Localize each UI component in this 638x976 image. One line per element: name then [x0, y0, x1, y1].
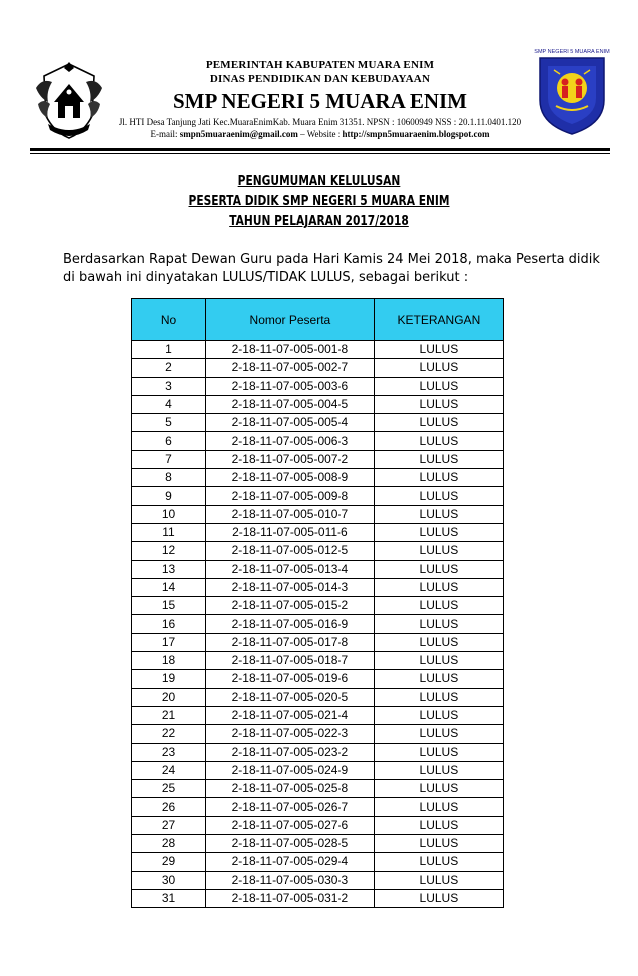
- table-row: [132, 816, 504, 834]
- cell-keterangan: LULUS: [374, 487, 503, 505]
- letterhead-divider-thin: [30, 153, 610, 154]
- cell-no: 28: [132, 835, 206, 853]
- cell-keterangan: LULUS: [374, 578, 503, 596]
- cell-keterangan: LULUS: [374, 469, 503, 487]
- cell-keterangan: LULUS: [374, 725, 503, 743]
- intro-line-1: Berdasarkan Rapat Dewan Guru pada Hari Kamis 24 Mei 2018, maka Peserta didik: [63, 252, 600, 267]
- cell-no: 30: [132, 871, 206, 889]
- letterhead-divider-thick: [30, 148, 610, 151]
- table-row: [132, 743, 504, 761]
- table-row: [132, 469, 504, 487]
- school-contact: [100, 128, 540, 140]
- table-row: [132, 505, 504, 523]
- cell-no: 31: [132, 889, 206, 907]
- school-name: SMP NEGERI 5 MUARA ENIM: [172, 89, 467, 113]
- table-row: [132, 450, 504, 468]
- cell-nomor-peserta: 2-18-11-07-005-003-6: [205, 377, 374, 395]
- cell-nomor-peserta: 2-18-11-07-005-024-9: [205, 761, 374, 779]
- website-label: – Website :: [297, 129, 343, 139]
- table-row: [132, 853, 504, 871]
- cell-nomor-peserta: 2-18-11-07-005-004-5: [205, 395, 374, 413]
- cell-no: 1: [132, 341, 206, 359]
- cell-nomor-peserta: 2-18-11-07-005-016-9: [205, 615, 374, 633]
- table-row: [132, 341, 504, 359]
- cell-no: 2: [132, 359, 206, 377]
- cell-keterangan: LULUS: [374, 853, 503, 871]
- website-url: http://smpn5muaraenim.blogspot.com: [342, 129, 490, 139]
- table-row: [132, 688, 504, 706]
- department-name: DINAS PENDIDIKAN DAN KEBUDAYAAN: [209, 73, 431, 85]
- cell-no: 18: [132, 652, 206, 670]
- title-line-2: PESERTA DIDIK SMP NEGERI 5 MUARA ENIM: [188, 194, 450, 209]
- table-row: [132, 395, 504, 413]
- table-header-row: [132, 299, 504, 341]
- cell-keterangan: LULUS: [374, 798, 503, 816]
- cell-keterangan: LULUS: [374, 871, 503, 889]
- cell-nomor-peserta: 2-18-11-07-005-017-8: [205, 633, 374, 651]
- cell-keterangan: LULUS: [374, 377, 503, 395]
- cell-keterangan: LULUS: [374, 341, 503, 359]
- cell-nomor-peserta: 2-18-11-07-005-019-6: [205, 670, 374, 688]
- email-label: E-mail:: [150, 129, 180, 139]
- cell-no: 7: [132, 450, 206, 468]
- cell-nomor-peserta: 2-18-11-07-005-027-6: [205, 816, 374, 834]
- cell-nomor-peserta: 2-18-11-07-005-022-3: [205, 725, 374, 743]
- cell-nomor-peserta: 2-18-11-07-005-015-2: [205, 597, 374, 615]
- cell-no: 13: [132, 560, 206, 578]
- cell-nomor-peserta: 2-18-11-07-005-009-8: [205, 487, 374, 505]
- table-row: [132, 578, 504, 596]
- cell-no: 3: [132, 377, 206, 395]
- cell-nomor-peserta: 2-18-11-07-005-029-4: [205, 853, 374, 871]
- table-row: [132, 761, 504, 779]
- cell-nomor-peserta: 2-18-11-07-005-007-2: [205, 450, 374, 468]
- header-nomor-peserta: Nomor Peserta: [205, 299, 374, 341]
- cell-nomor-peserta: 2-18-11-07-005-031-2: [205, 889, 374, 907]
- cell-no: 23: [132, 743, 206, 761]
- announcement-title: [0, 172, 638, 232]
- cell-nomor-peserta: 2-18-11-07-005-020-5: [205, 688, 374, 706]
- cell-keterangan: LULUS: [374, 706, 503, 724]
- cell-keterangan: LULUS: [374, 542, 503, 560]
- cell-nomor-peserta: 2-18-11-07-005-026-7: [205, 798, 374, 816]
- cell-no: 4: [132, 395, 206, 413]
- cell-nomor-peserta: 2-18-11-07-005-012-5: [205, 542, 374, 560]
- table-row: [132, 432, 504, 450]
- cell-keterangan: LULUS: [374, 688, 503, 706]
- cell-keterangan: LULUS: [374, 432, 503, 450]
- cell-nomor-peserta: 2-18-11-07-005-005-4: [205, 414, 374, 432]
- cell-keterangan: LULUS: [374, 889, 503, 907]
- regency-crest-icon: [34, 58, 104, 144]
- table-row: [132, 597, 504, 615]
- table-row: [132, 835, 504, 853]
- cell-keterangan: LULUS: [374, 761, 503, 779]
- cell-keterangan: LULUS: [374, 414, 503, 432]
- table-row: [132, 560, 504, 578]
- cell-no: 21: [132, 706, 206, 724]
- table-row: [132, 633, 504, 651]
- school-address: Jl. HTI Desa Tanjung Jati Kec.MuaraEnimKab. Muara Enim 31351. NPSN : 10600949 NSS : 20.1.11.0401.120: [118, 117, 522, 127]
- table-row: [132, 725, 504, 743]
- cell-nomor-peserta: 2-18-11-07-005-008-9: [205, 469, 374, 487]
- cell-keterangan: LULUS: [374, 560, 503, 578]
- intro-paragraph: [63, 251, 603, 287]
- cell-no: 15: [132, 597, 206, 615]
- cell-nomor-peserta: 2-18-11-07-005-023-2: [205, 743, 374, 761]
- letterhead: [30, 38, 610, 156]
- cell-nomor-peserta: 2-18-11-07-005-014-3: [205, 578, 374, 596]
- table-row: [132, 798, 504, 816]
- cell-no: 12: [132, 542, 206, 560]
- cell-nomor-peserta: 2-18-11-07-005-030-3: [205, 871, 374, 889]
- cell-keterangan: LULUS: [374, 780, 503, 798]
- table-row: [132, 889, 504, 907]
- cell-no: 27: [132, 816, 206, 834]
- government-name: PEMERINTAH KABUPATEN MUARA ENIM: [205, 59, 435, 71]
- cell-no: 10: [132, 505, 206, 523]
- cell-nomor-peserta: 2-18-11-07-005-025-8: [205, 780, 374, 798]
- cell-no: 20: [132, 688, 206, 706]
- cell-no: 17: [132, 633, 206, 651]
- table-row: [132, 670, 504, 688]
- cell-no: 8: [132, 469, 206, 487]
- cell-keterangan: LULUS: [374, 395, 503, 413]
- cell-no: 22: [132, 725, 206, 743]
- cell-keterangan: LULUS: [374, 523, 503, 541]
- cell-keterangan: LULUS: [374, 597, 503, 615]
- cell-nomor-peserta: 2-18-11-07-005-006-3: [205, 432, 374, 450]
- table-row: [132, 871, 504, 889]
- title-line-3: TAHUN PELAJARAN 2017/2018: [229, 214, 409, 229]
- table-row: [132, 652, 504, 670]
- table-row: [132, 359, 504, 377]
- cell-nomor-peserta: 2-18-11-07-005-013-4: [205, 560, 374, 578]
- table-row: [132, 542, 504, 560]
- cell-nomor-peserta: 2-18-11-07-005-028-5: [205, 835, 374, 853]
- cell-keterangan: LULUS: [374, 743, 503, 761]
- table-row: [132, 487, 504, 505]
- cell-no: 6: [132, 432, 206, 450]
- cell-keterangan: LULUS: [374, 816, 503, 834]
- header-keterangan: KETERANGAN: [374, 299, 503, 341]
- cell-no: 9: [132, 487, 206, 505]
- cell-keterangan: LULUS: [374, 450, 503, 468]
- cell-keterangan: LULUS: [374, 359, 503, 377]
- table-row: [132, 706, 504, 724]
- header-no: No: [132, 299, 206, 341]
- email-address: smpn5muaraenim@gmail.com: [179, 129, 298, 139]
- cell-keterangan: LULUS: [374, 670, 503, 688]
- cell-keterangan: LULUS: [374, 633, 503, 651]
- cell-nomor-peserta: 2-18-11-07-005-021-4: [205, 706, 374, 724]
- cell-no: 26: [132, 798, 206, 816]
- svg-text:SMP NEGERI 5 MUARA ENIM: SMP NEGERI 5 MUARA ENIM: [534, 49, 610, 55]
- cell-nomor-peserta: 2-18-11-07-005-001-8: [205, 341, 374, 359]
- cell-keterangan: LULUS: [374, 615, 503, 633]
- cell-no: 11: [132, 523, 206, 541]
- table-row: [132, 615, 504, 633]
- cell-keterangan: LULUS: [374, 505, 503, 523]
- cell-nomor-peserta: 2-18-11-07-005-002-7: [205, 359, 374, 377]
- table-row: [132, 780, 504, 798]
- cell-no: 24: [132, 761, 206, 779]
- table-body: [132, 341, 504, 908]
- cell-no: 29: [132, 853, 206, 871]
- table-row: [132, 523, 504, 541]
- cell-no: 25: [132, 780, 206, 798]
- table-row: [132, 377, 504, 395]
- cell-keterangan: LULUS: [374, 652, 503, 670]
- cell-nomor-peserta: 2-18-11-07-005-010-7: [205, 505, 374, 523]
- cell-no: 14: [132, 578, 206, 596]
- table-row: [132, 414, 504, 432]
- school-logo-icon: [534, 44, 610, 136]
- intro-line-2: di bawah ini dinyatakan LULUS/TIDAK LULUS, sebagai berikut :: [63, 270, 469, 285]
- title-line-1: PENGUMUMAN KELULUSAN: [237, 174, 401, 189]
- cell-nomor-peserta: 2-18-11-07-005-011-6: [205, 523, 374, 541]
- cell-nomor-peserta: 2-18-11-07-005-018-7: [205, 652, 374, 670]
- cell-no: 19: [132, 670, 206, 688]
- cell-keterangan: LULUS: [374, 835, 503, 853]
- cell-no: 16: [132, 615, 206, 633]
- cell-no: 5: [132, 414, 206, 432]
- graduation-table: [131, 298, 504, 908]
